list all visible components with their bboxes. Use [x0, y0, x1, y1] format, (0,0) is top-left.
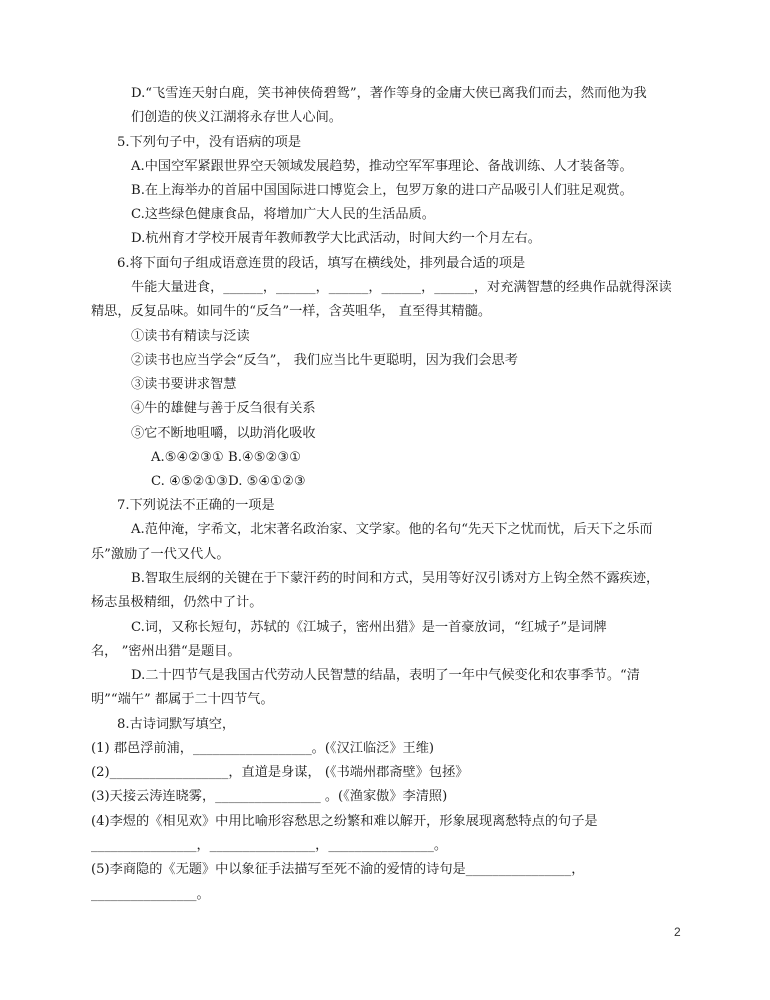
fill-blank-item: (3)天接云涛连晓雾，________________ 。(《渔家傲》李清照)	[91, 789, 448, 804]
option-text: D.杭州育才学校开展青年教师教学大比武活动，时间大约一个月左右。	[131, 231, 541, 246]
question-heading: 5.下列句子中，没有语病的项是	[117, 135, 302, 150]
option-text: A.中国空军紧跟世界空天领域发展趋势，推动空军军事理论、备战训练、人才装备等。	[131, 159, 633, 174]
text-line: 们创造的侠义江湖将永存世人心间。	[131, 110, 342, 125]
fill-blank-item: ________________。	[91, 887, 210, 902]
option-text: C. ④⑤②①③D. ⑤④①②③	[151, 474, 306, 489]
fill-blank-item: ________________，________________，________________。	[91, 838, 448, 853]
fill-blank-item: (5)李商隐的《无题》中以象征手法描写至死不渝的爱情的诗句是________________，	[91, 862, 585, 877]
question-heading: 8.古诗词默写填空，	[117, 717, 236, 732]
option-text: B.智取生辰纲的关键在于下蒙汗药的时间和方式，吴用等好汉引诱对方上钩全然不露疾迹，	[131, 571, 660, 586]
list-item: ④牛的雄健与善于反刍很有关系	[131, 401, 316, 416]
list-item: ②读书也应当学会“反刍”， 我们应当比牛更聪明，因为我们会思考	[131, 353, 518, 368]
text-line: 杨志虽极精细，仍然中了计。	[91, 595, 263, 610]
option-text: D.二十四节气是我国古代劳动人民智慧的结晶，表明了一年中气候变化和农事季节。“清	[131, 668, 640, 683]
page-number: 2	[674, 925, 681, 939]
text-line: 名， ”密州出猎“是题目。	[91, 644, 241, 659]
text-line: 牛能大量进食，______，______，______，______，______，对充满智慧的经典作品就得深读	[131, 280, 672, 295]
question-heading: 7.下列说法不正确的一项是	[117, 498, 275, 513]
text-line: 精思，反复品味。如同牛的“反刍”一样，含英咀华， 直至得其精髓。	[91, 304, 492, 319]
list-item: ⑤它不断地咀嚼，以助消化吸收	[131, 426, 316, 441]
text-line: 明”“端午” 都属于二十四节气。	[91, 692, 274, 707]
text-line: D.“飞雪连天射白鹿，笑书神侠倚碧鸳”，著作等身的金庸大侠已离我们而去，然而他为我	[131, 86, 647, 101]
fill-blank-item: (1) 郡邑浮前浦，__________________。(《汉江临泛》王维)	[91, 741, 435, 756]
option-text: B.在上海举办的首届中国国际进口博览会上，包罗万象的进口产品吸引人们驻足观赏。	[131, 183, 633, 198]
option-text: C.词，又称长短句，苏轼的《江城子，密州出猎》是一首豪放词，“红城子”是词牌	[131, 620, 607, 635]
fill-blank-item: (2)__________________，直道是身谋， (《书端州郡斋壁》包拯》	[91, 765, 469, 780]
list-item: ①读书有精读与泛读	[131, 329, 250, 344]
text-line: 乐”激励了一代又代人。	[91, 547, 230, 562]
option-text: A.范仲淹，字希文，北宋著名政治家、文学家。他的名句“先天下之忧而忧，后天下之乐而	[131, 522, 653, 537]
list-item: ③读书要讲求智慧	[131, 377, 237, 392]
question-heading: 6.将下面句子组成语意连贯的段话，填写在横线处，排列最合适的项是	[117, 256, 526, 271]
fill-blank-item: (4)李煜的《相见欢》中用比喻形容愁思之纷繁和难以解开，形象展现离愁特点的句子是	[91, 814, 598, 829]
option-text: C.这些绿色健康食品，将增加广大人民的生活品质。	[131, 207, 435, 222]
option-text: A.⑤④②③① B.④⑤②③①	[151, 450, 302, 465]
